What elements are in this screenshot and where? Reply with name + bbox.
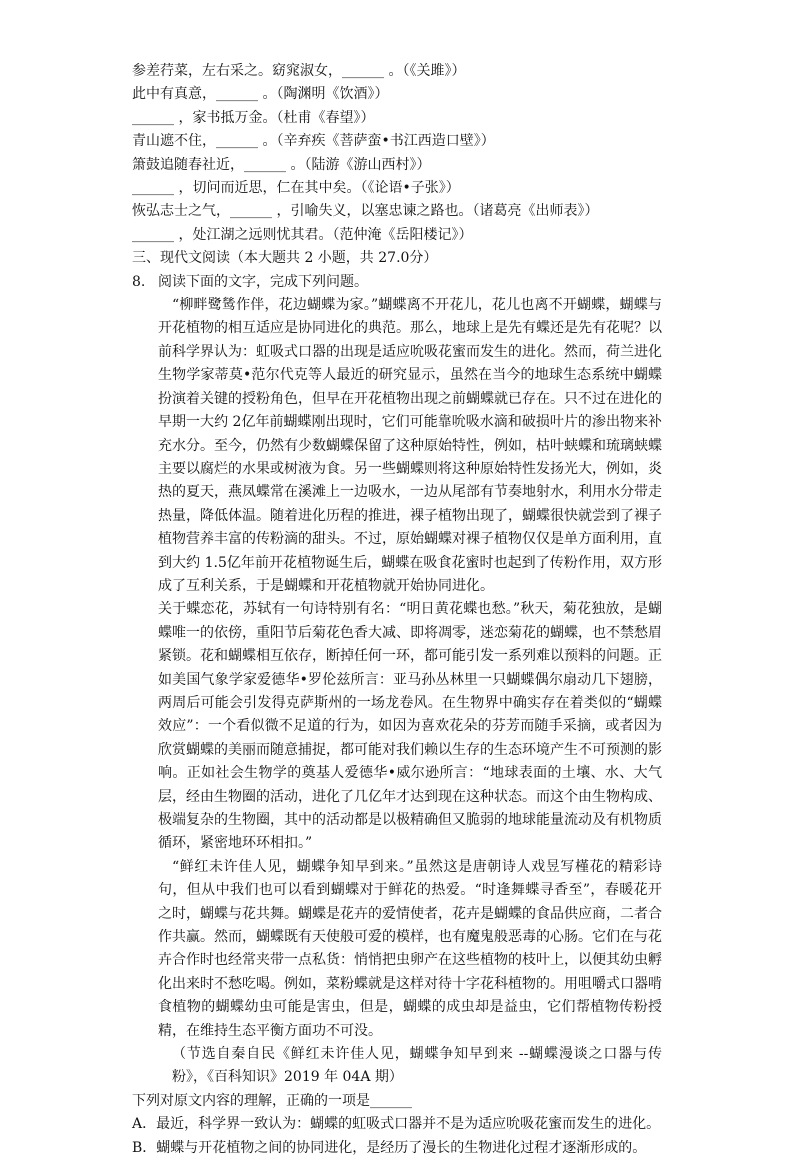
poetry-line: 箫鼓追随春社近，______ 。（陆游《游山西村》） bbox=[132, 156, 431, 173]
document-page bbox=[132, 60, 662, 1160]
poetry-line: ______ ，家书抵万金。（杜甫《春望》） bbox=[132, 109, 375, 126]
answer-option-a[interactable]: A．最近，科学界一致认为：蝴蝶的虹吸式口器并不是为适应吮吸花蜜而发生的进化。 bbox=[132, 1116, 661, 1133]
poetry-line: 参差荇菜，左右采之。窈窕淑女，______ 。（《关雎》） bbox=[132, 63, 466, 79]
question-prompt: 阅读下面的文字，完成下列问题。 bbox=[158, 273, 368, 290]
poetry-line: 青山遮不住，______ 。（辛弃疾《菩萨蛮•书江西造口壁》） bbox=[132, 133, 495, 150]
passage-paragraph: “鲜红未许佳人见，蝴蝶争知早到来。”虽然这是唐朝诗人戏昱写槿花的精彩诗句，但从中我们也可以看到蝴蝶对于鲜花的热爱。“时逢舞蝶寻香至”，春暖花开之时，蝴蝶与花共舞。蝴蝶是花卉的爱情使者，花卉是蝴蝶的食品供应商，二者合作共赢。然而，蝴蝶既有天使般可爱的模样，也有魔鬼般恶毒的心肠。它们在与花卉合作时也经常夹带一点私货：悄悄把虫卵产在这些植物的枝叶上，以便其幼虫孵化出来时不愁吃喝。例如，菜粉蝶就是这样对待十字花科植物的。用咀嚼式口器啃食植物的蝴蝶幼虫可能是害虫，但是，蝴蝶的成虫却是益虫，它们帮植物传粉授精，在维持生态平衡方面功不可没。 bbox=[158, 858, 662, 1039]
answer-option-b[interactable]: B．蝴蝶与开花植物之间的协同进化，是经历了漫长的生物进化过程才逐渐形成的。 bbox=[132, 1139, 647, 1156]
poetry-line: 此中有真意，______ 。（陶渊明《饮酒》） bbox=[132, 86, 389, 103]
poetry-fill-blanks bbox=[132, 60, 662, 247]
passage-paragraph: 关于蝶恋花，苏轼有一句诗特别有名：“明日黄花蝶也愁。”秋天，菊花独放，是蝴蝶唯一的依傍，重阳节后菊花色香大减、即将凋零，迷恋菊花的蝴蝶，也不禁愁眉紧锁。花和蝴蝶相互依存，断掉任何一环，都可能引发一系列难以预料的问题。正如美国气象学家爱德华•罗伦兹所言：亚马孙丛林里一只蝴蝶偶尔扇动几下翅膀，两周后可能会引发得克萨斯州的一场龙卷风。在生物界中确实存在着类似的“蝴蝶效应”：一个看似微不足道的行为，如因为喜欢花朵的芬芳而随手采摘，或者因为欣赏蝴蝶的美丽而随意捕捉，都可能对我们赖以生存的生态环境产生不可预测的影响。正如社会生物学的奠基人爱德华•威尔逊所言：“地球表面的土壤、水、大气层，经由生物圈的活动，进化了几亿年才达到现在这种状态。而这个由生物构成、极端复杂的生物圈，其中的活动都是以极精确但又脆弱的地球能量流动及有机物质循环，紧密地环环相扣。” bbox=[158, 601, 662, 852]
passage-paragraph: “柳畔鹭鸶作伴，花边蝴蝶为家。”蝴蝶离不开花儿，花儿也离不开蝴蝶，蝴蝶与开花植物的相互适应是协同进化的典范。那么，地球上是先有蝶还是先有花呢？以前科学界认为：虹吸式口器的出现是适应吮吸花蜜而发生的进化。然而，荷兰进化生物学家蒂莫•范尔代克等人最近的研究显示，虽然在当今的地球生态系统中蝴蝶扮演着关键的授粉角色，但早在开花植物出现之前蝴蝶就已存在。只不过在进化的早期一大约 2亿年前蝴蝶刚出现时，它们可能靠吮吸水滴和破损叶片的渗出物来补充水分。至今，仍然有少数蝴蝶保留了这种原始特性，例如，枯叶蛱蝶和琉璃蛱蝶主要以腐烂的水果或树液为食。另一些蝴蝶则将这种原始特性发扬光大，例如，炎热的夏天，燕凤蝶常在溪滩上一边吸水，一边从尾部有节奏地射水，利用水分带走热量，降低体温。随着进化历程的推进，裸子植物出现了，蝴蝶很快就尝到了裸子植物营养丰富的传粉滴的甜头。不过，原始蝴蝶对裸子植物仅仅是单方面利用，直到大约 1.5亿年前开花植物诞生后，蝴蝶在吸食花蜜时也起到了传粉作用，双方形成了互利关系，于是蝴蝶和开花植物就开始协同进化。 bbox=[158, 297, 662, 594]
section-title: 三、现代文阅读（本大题共 2 小题，共 27.0分） bbox=[132, 250, 438, 267]
question-header bbox=[132, 271, 662, 294]
poetry-line: ______ ，切问而近思，仁在其中矣。（《论语•子张》） bbox=[132, 180, 460, 197]
poetry-line: 恢弘志士之气，______ ，引喻失义，以塞忠谏之路也。（诸葛亮《出师表》） bbox=[132, 203, 599, 220]
reading-passage bbox=[158, 294, 662, 1090]
question-number: 8. bbox=[132, 273, 146, 290]
passage-source: （节选自秦自民《鲜红未许佳人见，蝴蝶争知早到来 --蝴蝶漫谈之口器与传粉》，《百科知识》2019 年 04A 期） bbox=[172, 1046, 662, 1086]
sub-question-prompt: 下列对原文内容的理解，正确的一项是______ bbox=[132, 1092, 412, 1109]
poetry-line: ______ ，处江湖之远则忧其君。（范仲淹《岳阳楼记》） bbox=[132, 226, 473, 243]
